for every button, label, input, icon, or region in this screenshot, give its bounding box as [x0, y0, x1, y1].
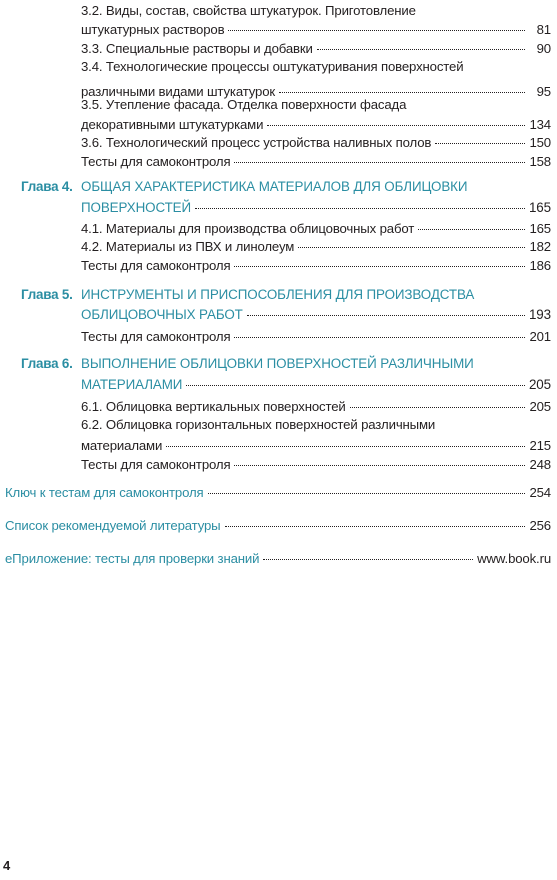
toc-entry-title: Тесты для самоконтроля	[81, 329, 231, 344]
leader-dots	[263, 559, 473, 560]
toc-entry-title: Ключ к тестам для самоконтроля	[5, 485, 204, 500]
toc-entry-title: 3.4. Технологические процессы оштукатуривания поверхностей	[81, 59, 464, 74]
leader-dots	[279, 92, 525, 93]
toc-entry-title: Список рекомендуемой литературы	[5, 518, 221, 533]
toc-entry-title: Тесты для самоконтроля	[81, 258, 231, 273]
leader-dots	[225, 526, 525, 527]
toc-entry-title: Тесты для самоконтроля	[81, 154, 231, 169]
toc-entry-3-5	[81, 95, 551, 134]
toc-page-number: 165	[529, 221, 551, 236]
toc-entry-6-1	[81, 397, 551, 416]
leader-dots	[234, 337, 525, 338]
toc-entry-title-cont: декоративными штукатурками	[81, 117, 264, 132]
toc-page-number: 150	[529, 135, 551, 150]
toc-link-text: www.book.ru	[477, 551, 551, 566]
leader-dots	[350, 407, 525, 408]
toc-entry-3-6	[81, 133, 551, 152]
chapter-title: ОБЩАЯ ХАРАКТЕРИСТИКА МАТЕРИАЛОВ ДЛЯ ОБЛИЦОВКИ	[81, 179, 468, 194]
toc-page-number: 193	[528, 307, 551, 322]
chapter-4-label: Глава 4.	[21, 179, 73, 194]
toc-page-number: 90	[536, 41, 551, 56]
leader-dots	[418, 229, 525, 230]
leader-dots	[186, 385, 525, 386]
leader-dots	[234, 465, 525, 466]
leader-dots	[267, 125, 525, 126]
leader-dots	[166, 446, 525, 447]
toc-entry-title: еПриложение: тесты для проверки знаний	[5, 551, 260, 566]
leader-dots	[228, 30, 525, 31]
chapter-6-label: Глава 6.	[21, 356, 73, 371]
leader-dots	[234, 266, 525, 267]
toc-entry-title: 3.6. Технологический процесс устройства наливных полов	[81, 135, 432, 150]
toc-page-number: 201	[529, 329, 551, 344]
toc-entry-3-2	[81, 1, 551, 39]
toc-page-number: 158	[529, 154, 551, 169]
toc-entry-title-cont: различными видами штукатурок	[81, 84, 276, 99]
toc-chapter-4	[81, 177, 551, 217]
leader-dots	[298, 247, 525, 248]
toc-entry-e-appendix	[5, 549, 551, 568]
toc-entry-3-3	[81, 39, 551, 58]
chapter-title-cont: МАТЕРИАЛАМИ	[81, 377, 183, 392]
toc-page-number: 254	[529, 485, 551, 500]
toc-chapter-5	[81, 285, 551, 324]
toc-page-number: 134	[529, 117, 551, 132]
toc-entry-title-cont: материалами	[81, 438, 163, 453]
toc-entry-title: 3.3. Специальные растворы и добавки	[81, 41, 313, 56]
chapter-title: ВЫПОЛНЕНИЕ ОБЛИЦОВКИ ПОВЕРХНОСТЕЙ РАЗЛИЧНЫМИ	[81, 356, 474, 371]
toc-entry-title-cont: штукатурных растворов	[81, 22, 225, 37]
toc-page-number: 215	[529, 438, 551, 453]
toc-entry-title: 3.2. Виды, состав, свойства штукатурок. Приготовление	[81, 3, 416, 18]
toc-page-number: 182	[529, 239, 551, 254]
toc-entry-tests-5	[81, 327, 551, 346]
leader-dots	[247, 315, 525, 316]
toc-entry-tests-3	[81, 152, 551, 171]
chapter-title: ИНСТРУМЕНТЫ И ПРИСПОСОБЛЕНИЯ ДЛЯ ПРОИЗВОДСТВА	[81, 287, 475, 302]
toc-entry-6-2	[81, 415, 551, 455]
toc-entry-title: 4.2. Материалы из ПВХ и линолеум	[81, 239, 295, 254]
toc-entry-title: 6.1. Облицовка вертикальных поверхностей	[81, 399, 346, 414]
chapter-title-cont: ПОВЕРХНОСТЕЙ	[81, 200, 192, 215]
leader-dots	[317, 49, 525, 50]
chapter-title-cont: ОБЛИЦОВОЧНЫХ РАБОТ	[81, 307, 243, 322]
toc-chapter-6	[81, 354, 551, 394]
leader-dots	[195, 208, 525, 209]
toc-entry-tests-6	[81, 455, 551, 474]
toc-page-number: 95	[536, 84, 551, 99]
toc-entry-literature	[5, 516, 551, 535]
toc-page-number: 186	[529, 258, 551, 273]
toc-page-number: 256	[529, 518, 551, 533]
toc-entry-tests-4	[81, 256, 551, 275]
toc-entry-4-2	[81, 237, 551, 256]
toc-entry-4-1	[81, 219, 551, 238]
toc-page-number: 205	[528, 377, 551, 392]
toc-entry-title: 4.1. Материалы для производства облицовочных работ	[81, 221, 415, 236]
toc-page-number: 205	[529, 399, 551, 414]
leader-dots	[435, 143, 525, 144]
toc-page-number: 81	[536, 22, 551, 37]
toc-page-number: 248	[529, 457, 551, 472]
toc-entry-answer-key	[5, 483, 551, 502]
leader-dots	[208, 493, 525, 494]
toc-page-number: 165	[528, 200, 551, 215]
toc-entry-title: 6.2. Облицовка горизонтальных поверхностей различными	[81, 417, 436, 432]
toc-entry-title: Тесты для самоконтроля	[81, 457, 231, 472]
toc-entry-title: 3.5. Утепление фасада. Отделка поверхности фасада	[81, 97, 407, 112]
chapter-5-label: Глава 5.	[21, 287, 73, 302]
leader-dots	[234, 162, 525, 163]
page-number: 4	[3, 858, 11, 873]
